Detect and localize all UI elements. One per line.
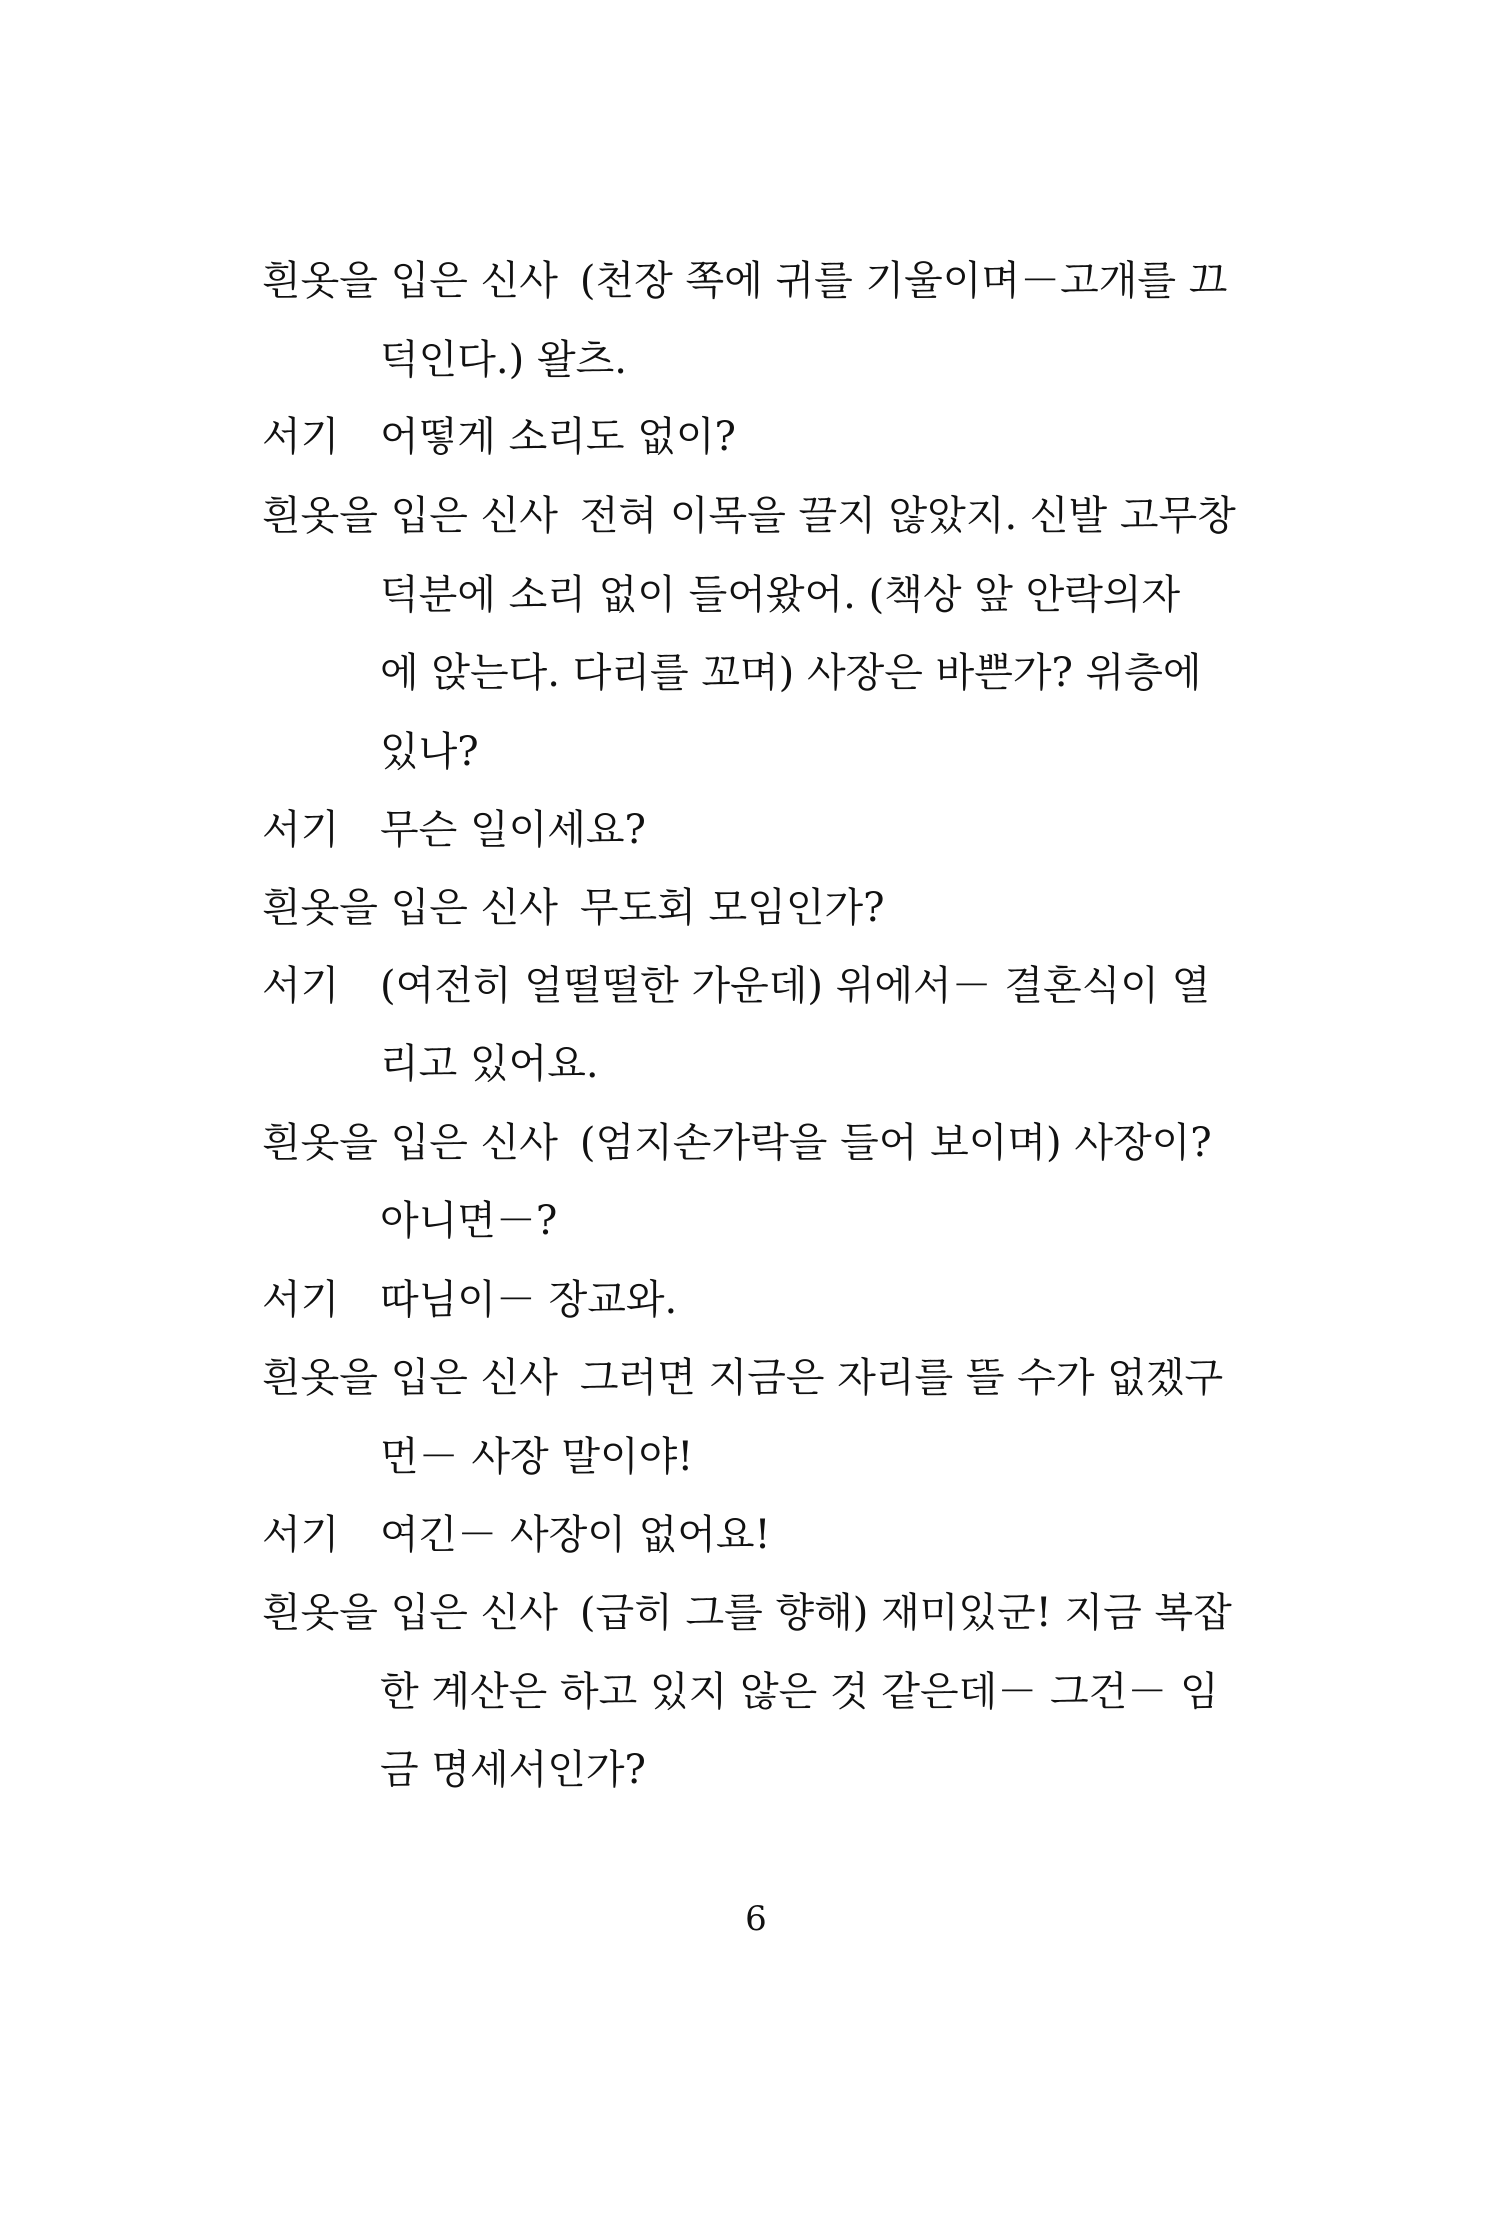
dialogue-line: [262, 1113, 1262, 1173]
dialogue-text: 여긴－ 사장이 없어요!: [380, 1512, 771, 1558]
dialogue-continuation: [380, 1740, 1380, 1800]
dialogue-line: [262, 800, 1262, 860]
speaker-name: 흰옷을 입은 신사: [262, 493, 558, 539]
speaker-name: 서기: [262, 414, 340, 460]
dialogue-line: [262, 486, 1262, 546]
dialogue-continuation: [380, 722, 1380, 782]
dialogue-text: (여전히 얼떨떨한 가운데) 위에서－ 결혼식이 열: [380, 963, 1211, 1009]
dialogue-continuation: [380, 1427, 1380, 1487]
dialogue-text: 금 명세서인가?: [380, 1747, 646, 1793]
dialogue-text: 그러면 지금은 자리를 뜰 수가 없겠구: [579, 1355, 1224, 1401]
dialogue-line: [262, 956, 1262, 1016]
dialogue-text: 에 앉는다. 다리를 꼬며) 사장은 바쁜가? 위층에: [380, 650, 1202, 696]
dialogue-line: [262, 1583, 1262, 1643]
speaker-name: 서기: [262, 807, 340, 853]
dialogue-text: 따님이－ 장교와.: [380, 1277, 678, 1323]
dialogue-continuation: [380, 1034, 1380, 1094]
speaker-name: 흰옷을 입은 신사: [262, 1355, 558, 1401]
speaker-name: 흰옷을 입은 신사: [262, 1590, 558, 1636]
dialogue-text: 전혀 이목을 끌지 않았지. 신발 고무창: [579, 493, 1236, 539]
dialogue-text: 먼－ 사장 말이야!: [380, 1434, 694, 1480]
dialogue-text: (급히 그를 향해) 재미있군! 지금 복잡: [579, 1590, 1232, 1636]
dialogue-line: [262, 1270, 1262, 1330]
dialogue-line: [262, 1348, 1262, 1408]
dialogue-text: 무슨 일이세요?: [380, 807, 646, 853]
dialogue-text: 리고 있어요.: [380, 1041, 599, 1087]
dialogue-text: 덕분에 소리 없이 들어왔어. (책상 앞 안락의자: [380, 572, 1181, 618]
page-number: 6: [745, 1899, 767, 1939]
dialogue-text: 한 계산은 하고 있지 않은 것 같은데－ 그건－ 임: [380, 1669, 1219, 1715]
speaker-name: 흰옷을 입은 신사: [262, 258, 558, 304]
speaker-name: 흰옷을 입은 신사: [262, 1120, 558, 1166]
speaker-name: 서기: [262, 1277, 340, 1323]
dialogue-text: (천장 쪽에 귀를 기울이며－고개를 끄: [579, 258, 1228, 304]
dialogue-text: (엄지손가락을 들어 보이며) 사장이?: [579, 1120, 1212, 1166]
dialogue-continuation: [380, 1662, 1380, 1722]
dialogue-text: 어떻게 소리도 없이?: [380, 414, 736, 460]
dialogue-line: [262, 407, 1262, 467]
dialogue-continuation: [380, 330, 1380, 390]
speaker-name: 서기: [262, 1512, 340, 1558]
dialogue-line: [262, 251, 1262, 311]
dialogue-continuation: [380, 1191, 1380, 1251]
dialogue-line: [262, 1505, 1262, 1565]
dialogue-continuation: [380, 643, 1380, 703]
speaker-name: 서기: [262, 963, 340, 1009]
dialogue-text: 무도회 모임인가?: [579, 885, 885, 931]
speaker-name: 흰옷을 입은 신사: [262, 885, 558, 931]
dialogue-line: [262, 878, 1262, 938]
dialogue-continuation: [380, 565, 1380, 625]
dialogue-text: 덕인다.) 왈츠.: [380, 337, 627, 383]
dialogue-text: 아니면－?: [380, 1198, 558, 1244]
dialogue-text: 있나?: [380, 729, 479, 775]
